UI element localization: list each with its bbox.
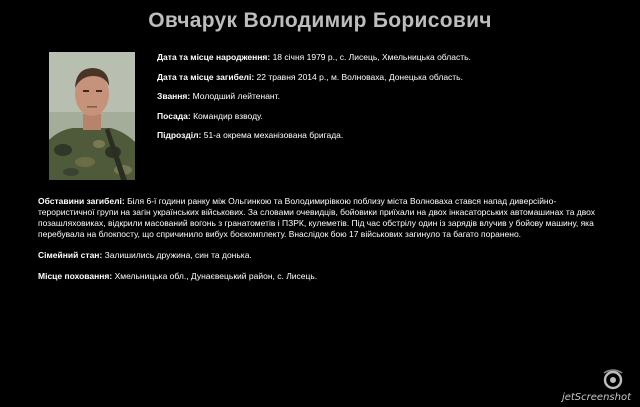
- burial-text: Хмельницька обл., Дунаєвецький район, с. Лисець.: [112, 271, 318, 281]
- fact-label: Дата та місце народження:: [157, 52, 271, 62]
- fact-label: Дата та місце загибелі:: [157, 71, 255, 82]
- circumstances-label: Обставини загибелі:: [38, 196, 125, 206]
- fact-label: Підрозділ:: [157, 130, 202, 141]
- fact-value: 18 січня 1979 р., с. Лисець, Хмельницька область.: [270, 52, 471, 62]
- portrait-photo: [49, 52, 135, 180]
- fact-value: 22 травня 2014 р., м. Волноваха, Донецька область.: [254, 71, 463, 82]
- fact-value: Командир взводу.: [190, 110, 263, 121]
- burial-label: Місце поховання:: [38, 271, 113, 281]
- fact-position: [157, 111, 617, 122]
- fact-death: [157, 72, 617, 83]
- fact-label: Посада:: [157, 110, 191, 121]
- watermark: jetScreenshot: [561, 392, 631, 403]
- family-text: Залишились дружина, син та донька.: [102, 250, 252, 260]
- circumstances-text: Біля 6-ї години ранку між Ольгинкою та Володимирівкою поблизу міста Волноваха стався напад диверсійно-терористичної групи на загін українських військових. За словами очевидців, бойовики приїхали на двох інкасаторських автомашинах та двох позашляховиках, відкрили масований вогонь з гранатометів і ПЗРК, кулеметів. Під час обстрілу один із зарядів влучив у бойову машину, яка перебувала на блокпосту, що спричинило вибух боєкомплекту. Внаслідок бою 17 військових загинуло та багато поранено.: [38, 196, 596, 239]
- family-paragraph: [38, 250, 608, 261]
- fact-rank: [157, 91, 617, 102]
- fact-value: 51-а окрема механізована бригада.: [201, 130, 344, 141]
- circumstances-paragraph: [38, 196, 608, 240]
- fact-value: Молодший лейтенант.: [190, 91, 280, 102]
- page-title: Овчарук Володимир Борисович: [148, 9, 492, 32]
- biography: [38, 196, 608, 292]
- facts-list: [157, 52, 617, 150]
- burial-paragraph: [38, 271, 608, 282]
- fact-unit: [157, 130, 617, 141]
- fact-birth: [157, 52, 617, 63]
- family-label: Сімейний стан:: [38, 250, 103, 260]
- fact-label: Звання:: [157, 91, 191, 102]
